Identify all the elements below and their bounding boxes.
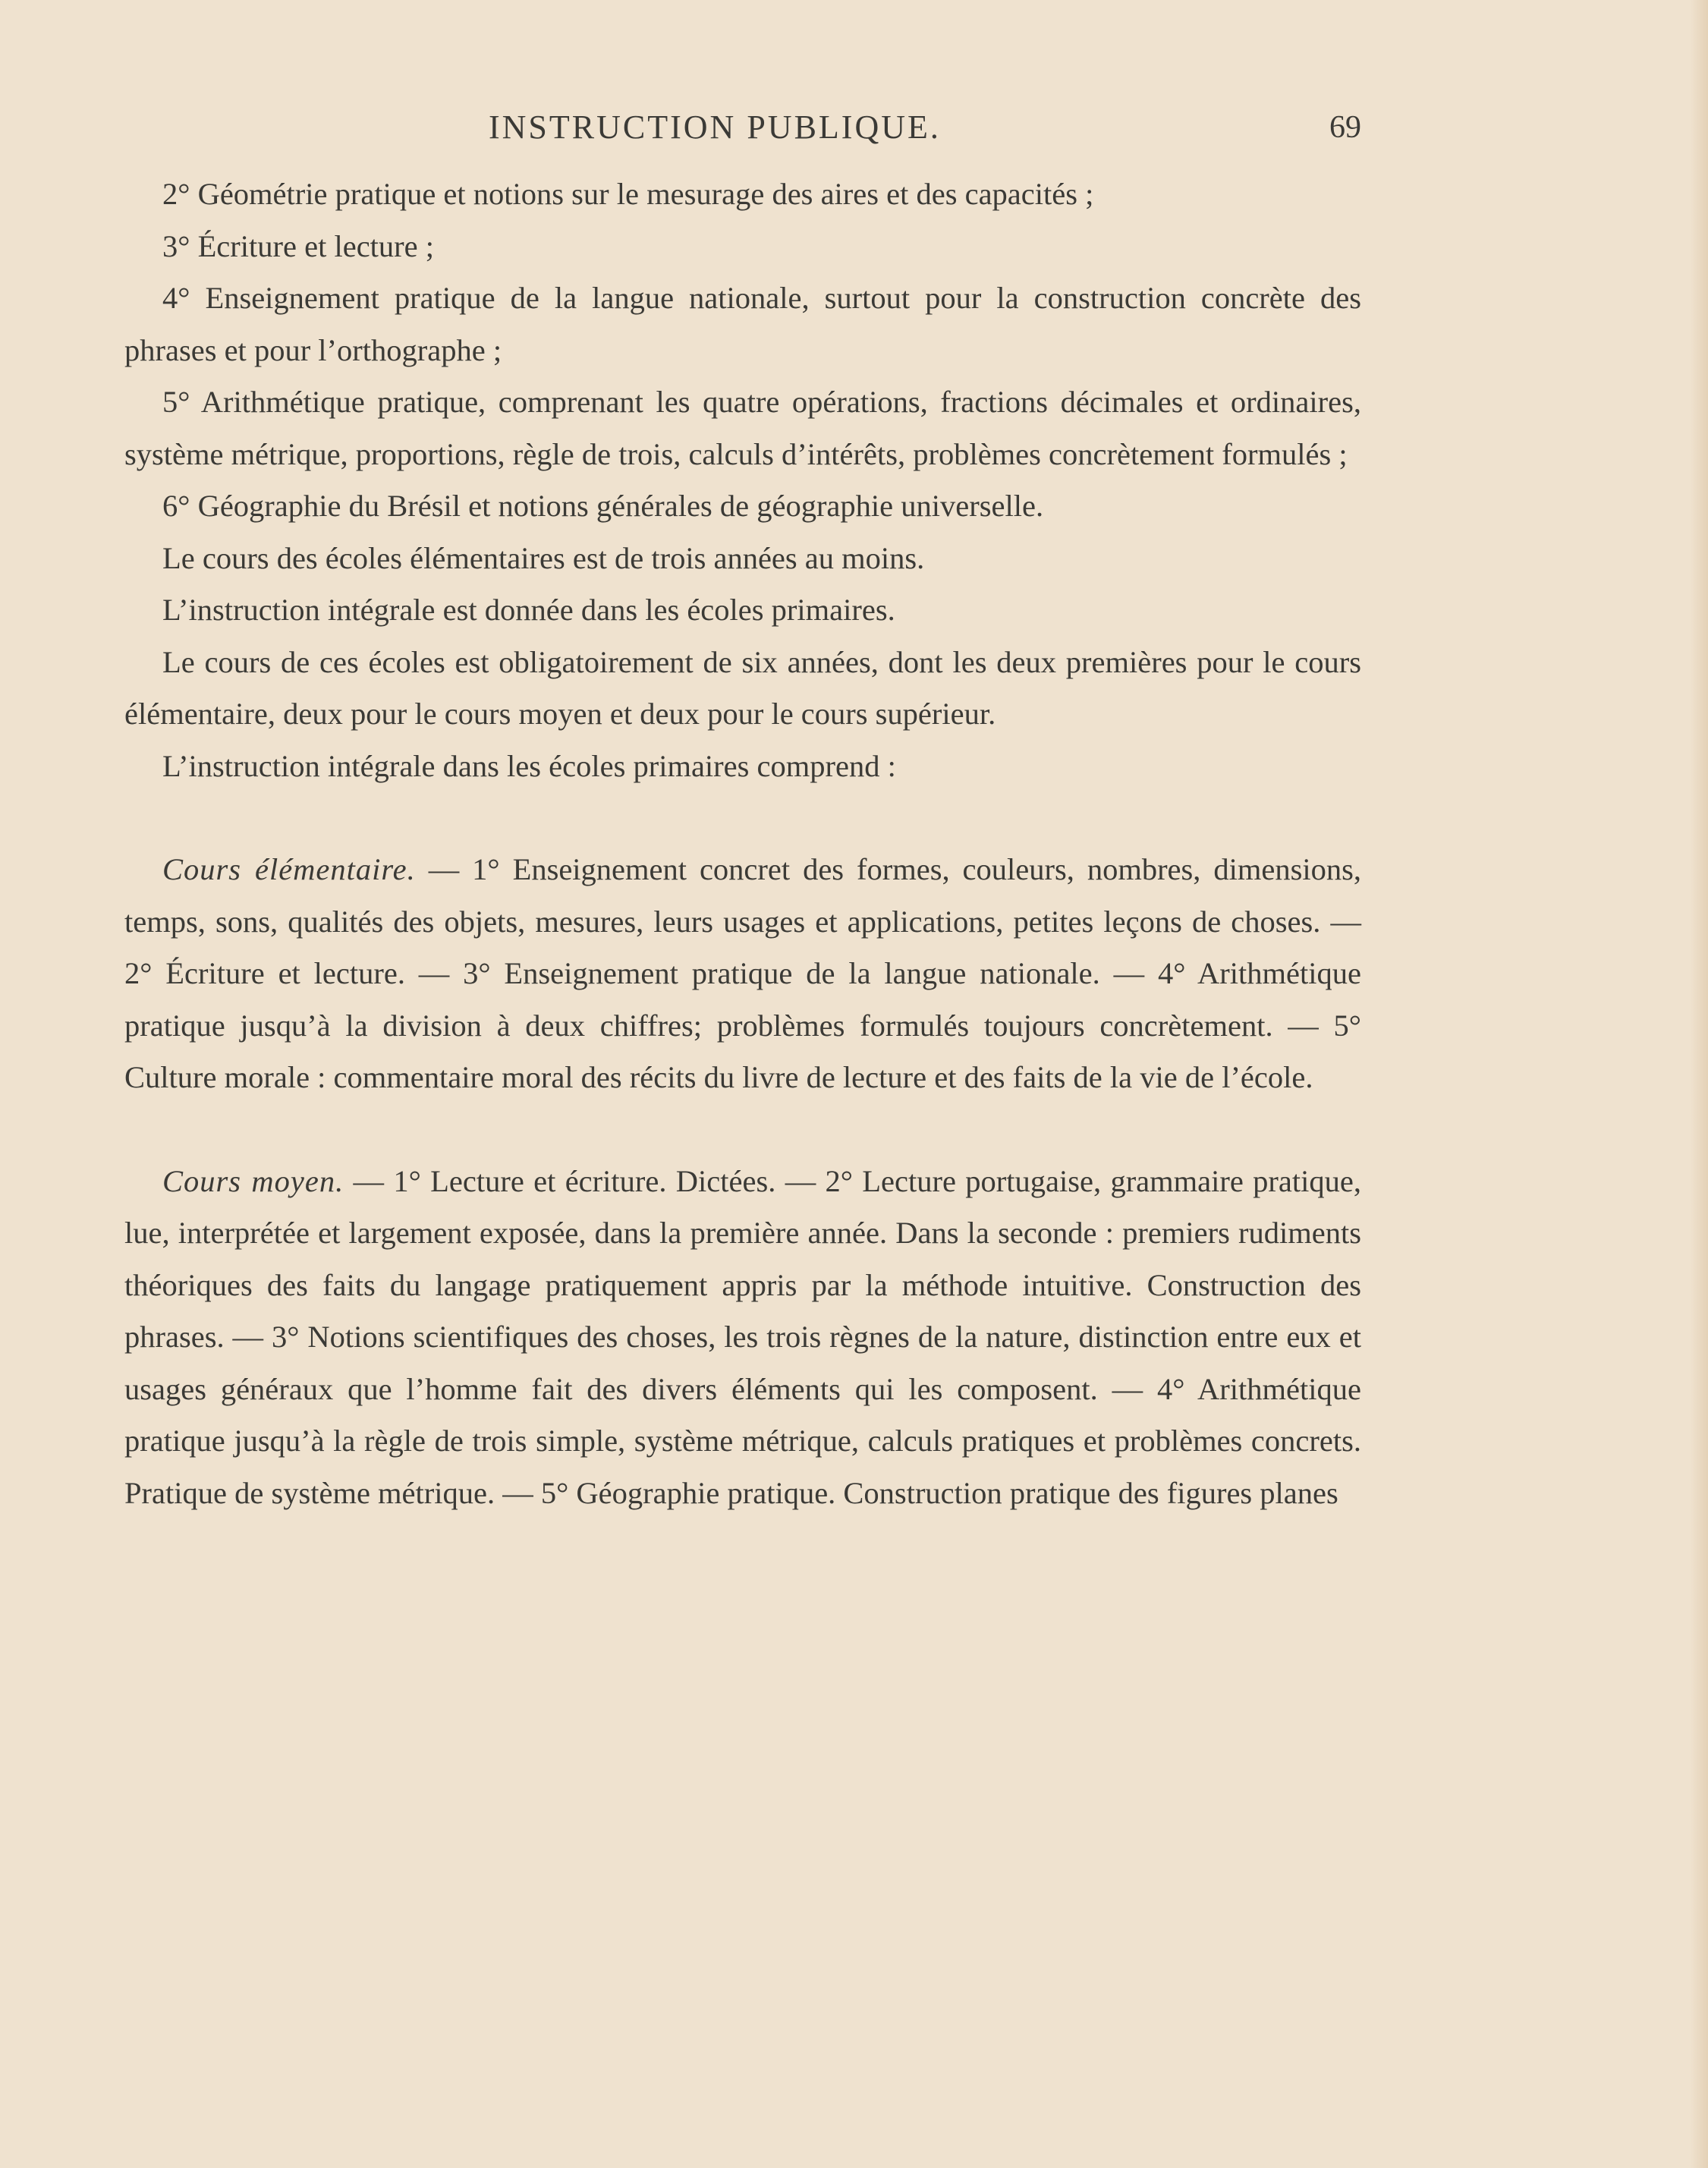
paragraph-geometrie: 2° Géométrie pratique et notions sur le mesurage des aires et des capacités ; bbox=[162, 177, 1094, 211]
paragraph-langue-nationale: 4° Enseignement pratique de la langue nationale, surtout pour la construction concrète des phrases et pour l’orthographe ; bbox=[124, 281, 1361, 367]
running-head: INSTRUCTION PUBLIQUE. bbox=[489, 109, 941, 146]
section-title-elementaire: Cours élémentaire. bbox=[162, 852, 416, 886]
page-number: 69 bbox=[1329, 110, 1361, 145]
paragraph-six-annees: Le cours de ces écoles est obligatoirement de six années, dont les deux premières pour le cours élémentaire, deux pour le cours moyen et deux pour le cours supérieur. bbox=[124, 644, 1361, 731]
page-header bbox=[124, 105, 1361, 150]
page-edge bbox=[1690, 0, 1708, 2168]
section-title-moyen: Cours moyen. bbox=[162, 1163, 344, 1198]
section-cours-elementaire bbox=[124, 844, 1361, 1104]
body-text bbox=[124, 168, 1361, 1519]
section-text-moyen: — 1° Lecture et écriture. Dictées. — 2° Lecture portugaise, grammaire pratique, lue, interprétée et largement exposée, dans la première année. Dans la seconde : premiers rudiments théoriques des faits du langage pratiquement appris par la méthode intuitive. Construction des phrases. — 3° Notions scientifiques des choses, les trois règnes de la nature, distinction entre eux et usages généraux que l’homme fait des divers éléments qui les composent. — 4° Arithmétique pratique jusqu’à la règle de trois simple, système métrique, calculs pratiques et problèmes concrets. Pratique de système métrique. — 5° Géographie pratique. Construction pratique des figures planes bbox=[124, 1163, 1362, 1510]
paragraph-arithmetique: 5° Arithmétique pratique, comprenant les quatre opérations, fractions décimales et ordinaires, système métrique, proportions, règle de trois, calculs d’intérêts, problèmes concrètement formulés ; bbox=[124, 385, 1361, 471]
section-text-elementaire: — 1° Enseignement concret des formes, couleurs, nombres, dimensions, temps, sons, qualités des objets, mesures, leurs usages et applications, petites leçons de choses. — 2° Écriture et lecture. — 3° Enseignement pratique de la langue nationale. — 4° Arithmétique pratique jusqu’à la division à deux chiffres; problèmes formulés toujours concrètement. — 5° Culture morale : commentaire moral des récits du livre de lecture et des faits de la vie de l’école. bbox=[124, 852, 1361, 1094]
paragraph-geographie: 6° Géographie du Brésil et notions générales de géographie universelle. bbox=[162, 489, 1044, 523]
paragraph-instruction-integrale: L’instruction intégrale est donnée dans les écoles primaires. bbox=[162, 593, 895, 627]
paragraph-cours-elementaires: Le cours des écoles élémentaires est de trois années au moins. bbox=[162, 540, 925, 575]
paragraph-comprend: L’instruction intégrale dans les écoles primaires comprend : bbox=[162, 748, 896, 783]
paragraph-ecriture: 3° Écriture et lecture ; bbox=[162, 228, 435, 263]
section-cours-moyen bbox=[124, 1156, 1361, 1520]
